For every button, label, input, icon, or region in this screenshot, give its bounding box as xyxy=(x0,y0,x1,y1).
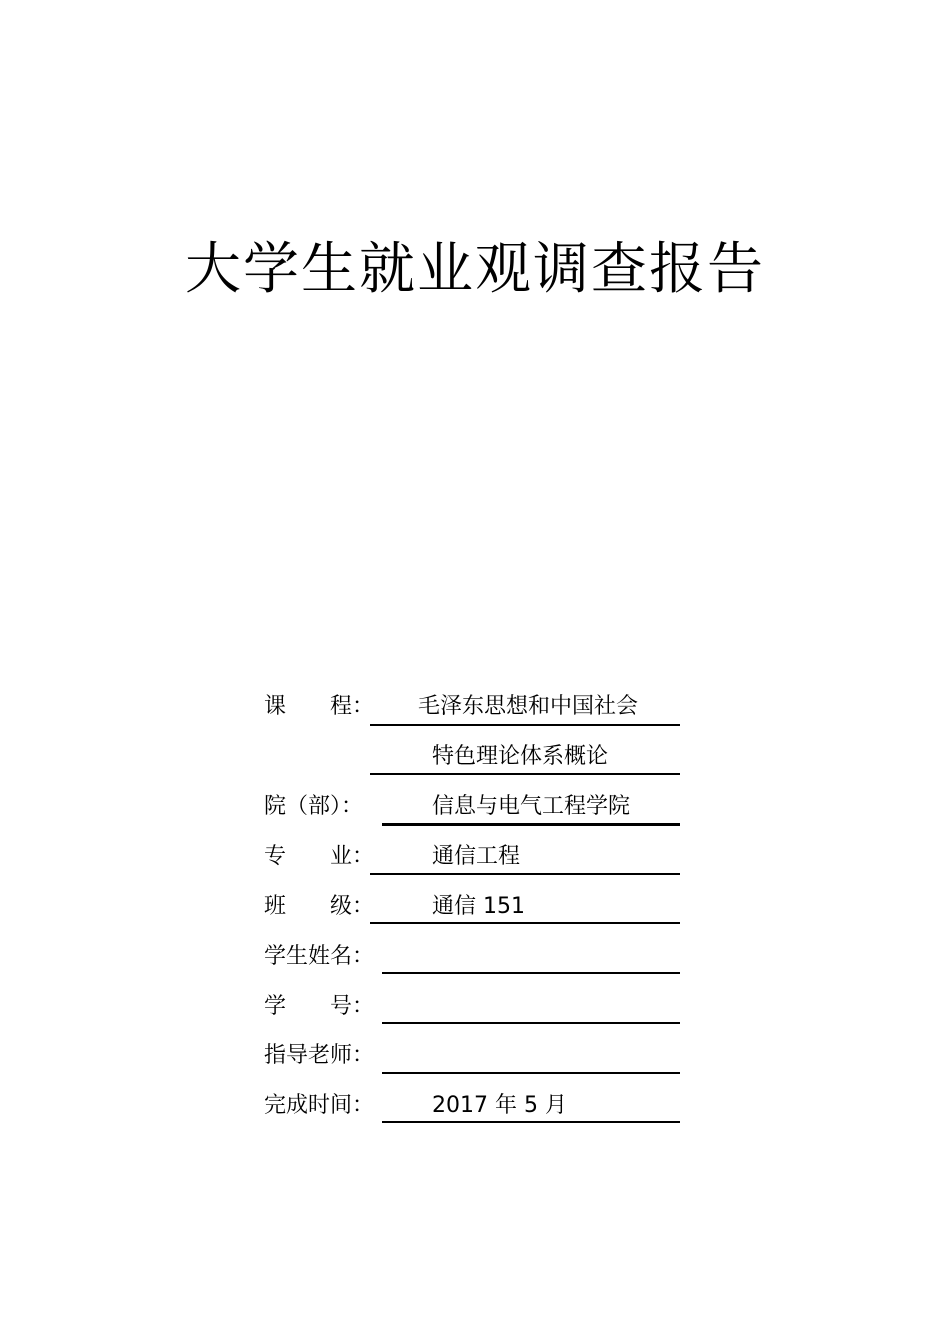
student-name-label: 学生姓名： xyxy=(264,944,375,969)
class-label: 班 级： xyxy=(264,894,375,919)
student-id-label: 学 号： xyxy=(264,994,375,1019)
student-name-underline xyxy=(382,972,680,974)
course-label: 课 程： xyxy=(264,694,375,719)
completion-date-value: 2017 年 5 月 xyxy=(432,1093,567,1118)
major-label: 专 业： xyxy=(264,844,375,869)
department-label: 院（部）： xyxy=(264,794,364,819)
completion-date-label: 完成时间： xyxy=(264,1093,375,1118)
course-value-line2: 特色理论体系概论 xyxy=(432,744,609,769)
course-value-line1: 毛泽东思想和中国社会 xyxy=(418,694,639,719)
advisor-underline xyxy=(382,1072,680,1074)
advisor-label: 指导老师： xyxy=(264,1043,375,1068)
completion-date-underline xyxy=(382,1121,680,1123)
major-underline xyxy=(370,873,680,875)
course-underline-2 xyxy=(370,773,680,775)
course-underline-1 xyxy=(370,724,680,726)
class-value: 通信 151 xyxy=(432,894,525,919)
report-title: 大学生就业观调查报告 xyxy=(185,237,765,302)
department-underline xyxy=(382,823,680,826)
student-id-underline xyxy=(382,1022,680,1024)
class-underline xyxy=(370,922,680,924)
major-value: 通信工程 xyxy=(432,844,521,869)
department-value: 信息与电气工程学院 xyxy=(432,794,631,819)
